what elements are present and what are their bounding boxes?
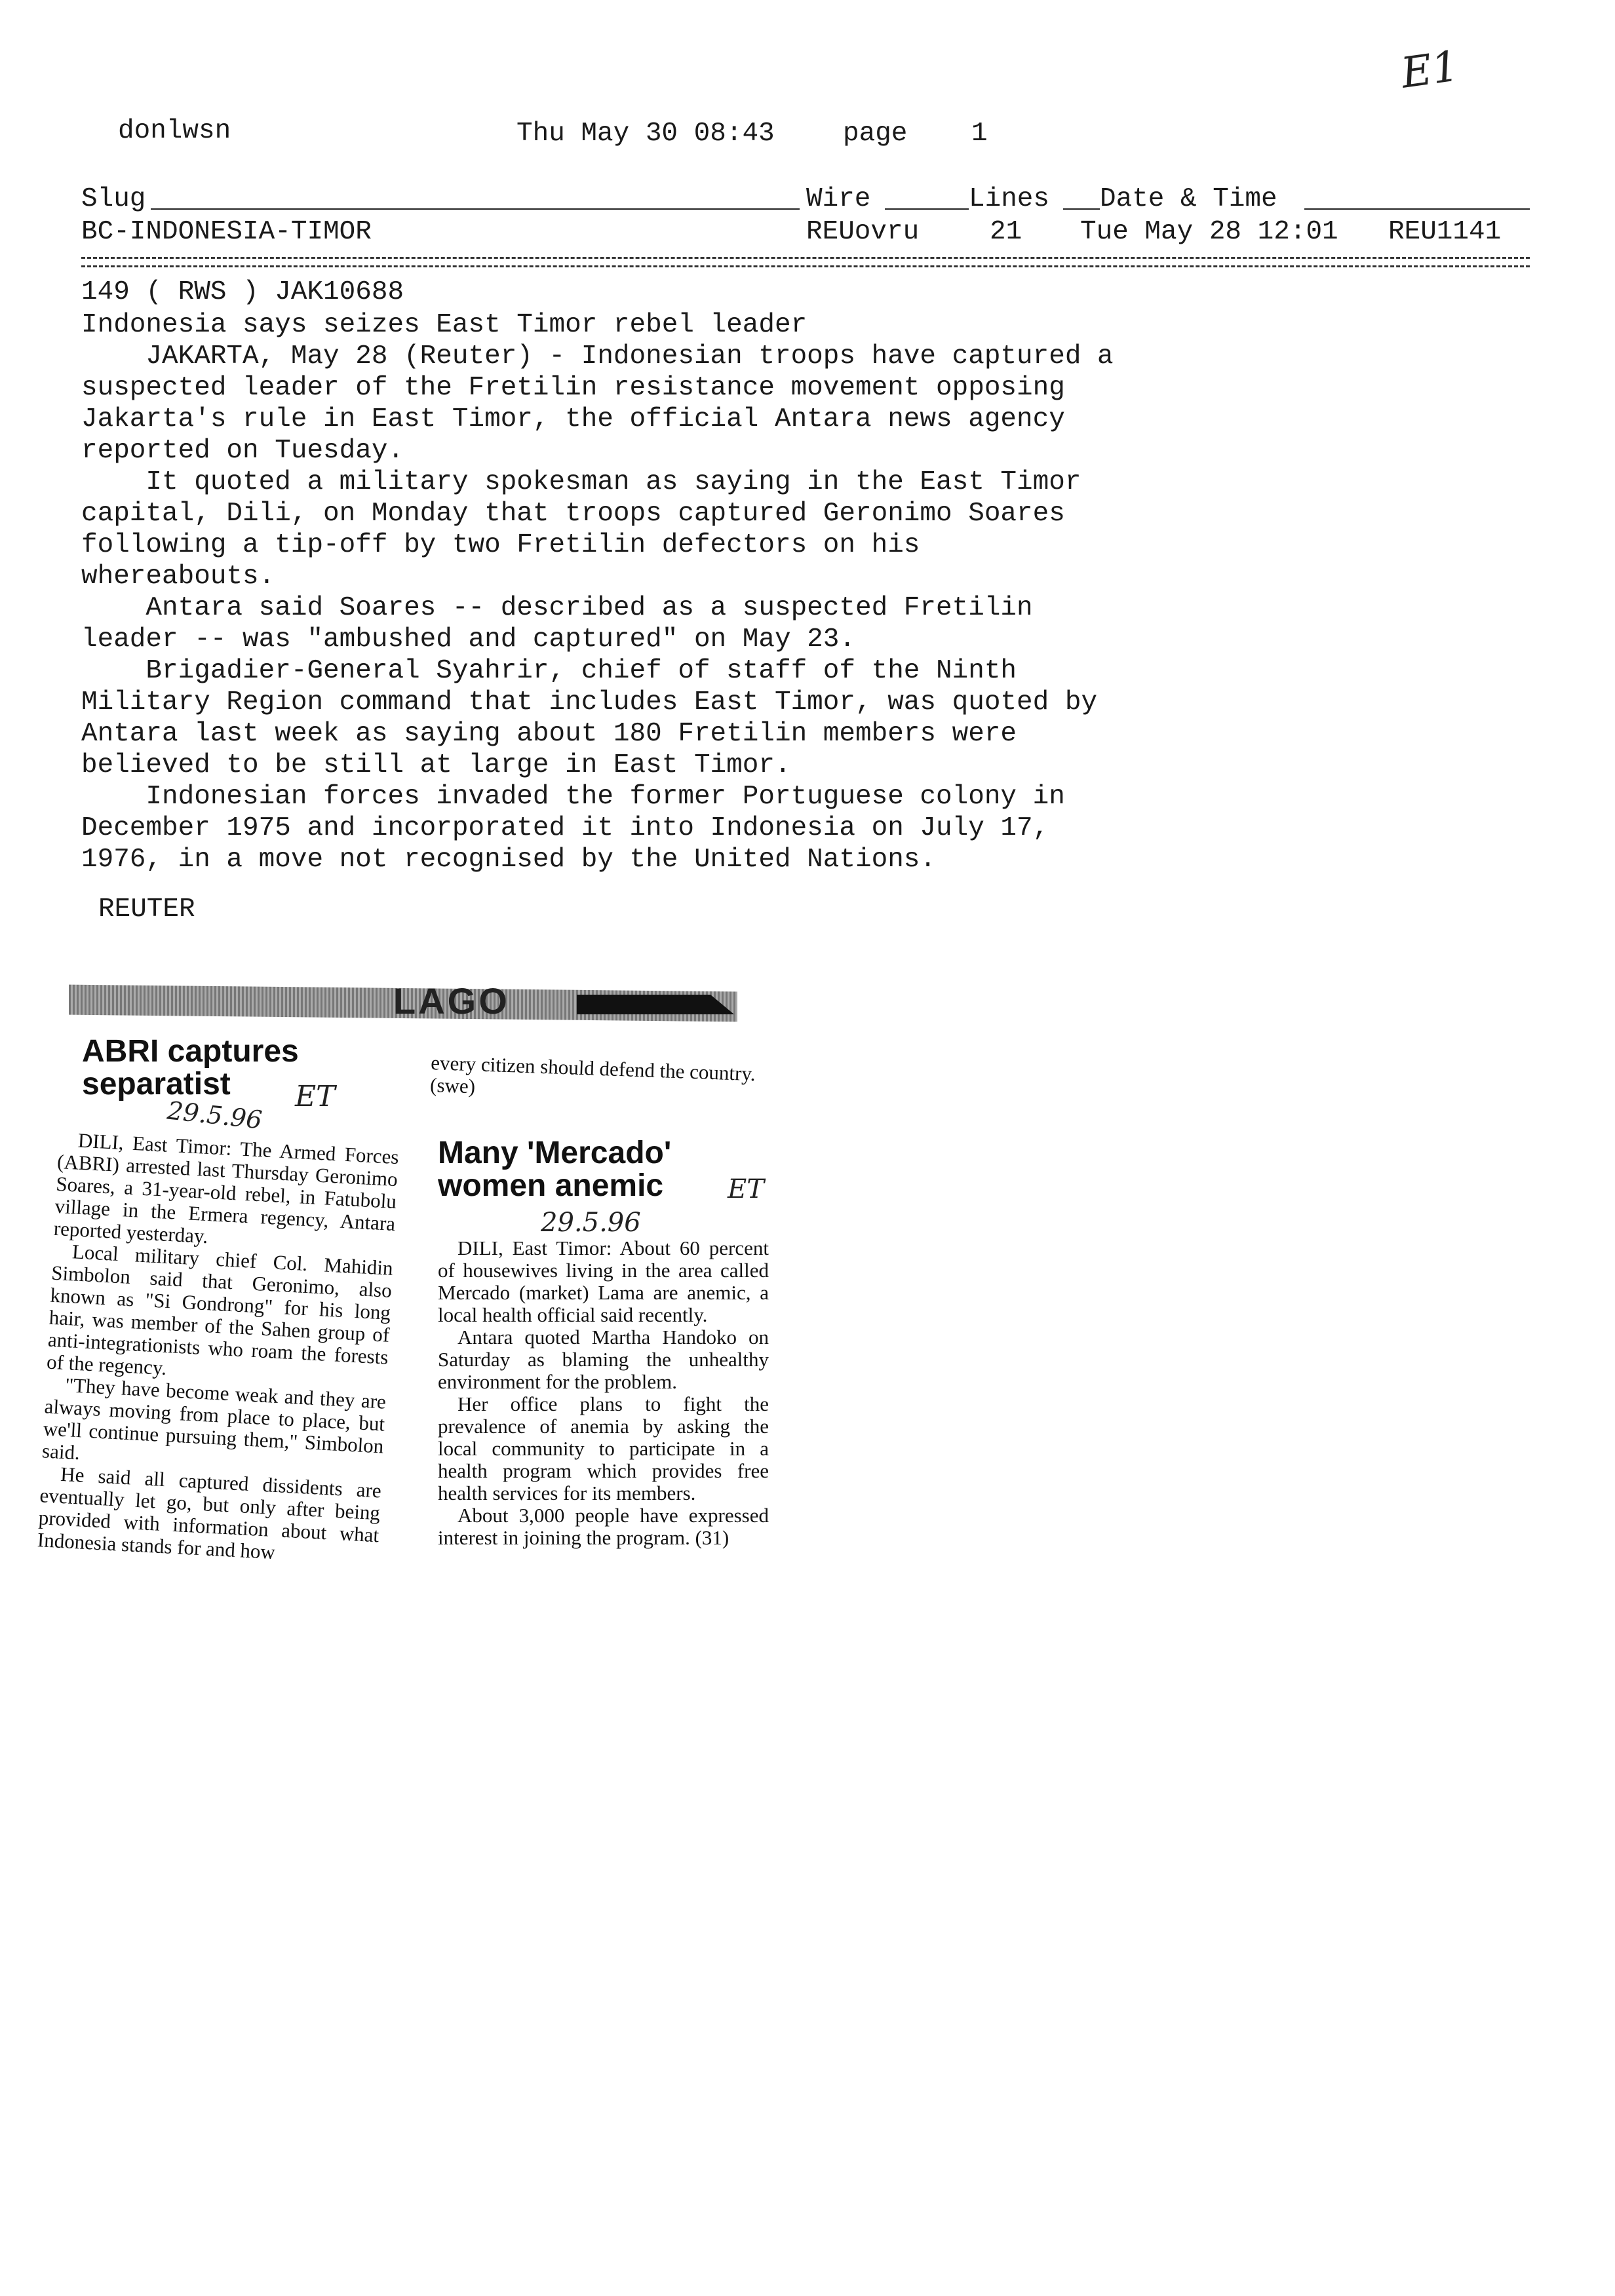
slug-value: BC-INDONESIA-TIMOR xyxy=(81,217,372,247)
page-number: 1 xyxy=(971,119,988,149)
story-line: believed to be still at large in East Timor. xyxy=(81,750,791,780)
separator-rule xyxy=(81,257,1530,267)
article-mercado-body xyxy=(438,1237,769,1549)
story-line: following a tip-off by two Fretilin defectors on his xyxy=(81,530,920,560)
article-mercado-para: Her office plans to fight the prevalence of anemia by asking the local community to participate in a health program which provides free health services for its members. xyxy=(438,1392,769,1504)
story-ref: REU1141 xyxy=(1388,217,1502,247)
datetime-underline xyxy=(1304,208,1530,210)
article-mercado-hand-tag: ET xyxy=(728,1174,764,1204)
article-abri-hand-tag: ET xyxy=(295,1080,336,1113)
article-mercado-para: DILI, East Timor: About 60 percent of housewives living in the area called Mercado (market) Lama are anemic, a local health official said recently. xyxy=(438,1236,769,1326)
article-abri-hand-date: 29.5.96 xyxy=(166,1096,263,1135)
article-mercado-hand-date: 29.5.96 xyxy=(541,1208,641,1238)
story-line: capital, Dili, on Monday that troops captured Geronimo Soares xyxy=(81,499,1065,529)
article-abri-continuation xyxy=(430,1052,766,1108)
story-line: December 1975 and incorporated it into Indonesia on July 17, xyxy=(81,813,1049,843)
wire-value: REUovru xyxy=(806,217,920,247)
slug-label: Slug xyxy=(81,184,146,214)
story-line: Antara last week as saying about 180 Fretilin members were xyxy=(81,719,1017,749)
article-mercado-headline-2: women anemic xyxy=(438,1168,664,1203)
wire-label: Wire xyxy=(806,184,871,214)
story-line: It quoted a military spokesman as saying in the East Timor xyxy=(81,467,1081,497)
story-line: Brigadier-General Syahrir, chief of staff of the Ninth xyxy=(81,656,1017,686)
article-mercado-headline-1: Many 'Mercado' xyxy=(438,1136,672,1170)
slug-underline xyxy=(151,208,800,210)
page-label: page xyxy=(843,119,908,149)
story-line: whereabouts. xyxy=(81,562,275,592)
article-abri xyxy=(82,1035,410,1101)
article-abri-para: Local military chief Col. Mahidin Simbolon said that Geronimo, also known as "Si Gondrong" for his long hair, was member of the Sahen group of anti-integrationists who roam the forests of the regency. xyxy=(46,1240,394,1380)
article-mercado-para: Antara quoted Martha Handoko on Saturday as blaming the unhealthy environment for the problem. xyxy=(438,1326,769,1393)
handwritten-corner-mark: E1 xyxy=(1398,42,1462,98)
story-line: reported on Tuesday. xyxy=(81,436,404,466)
lines-value: 21 xyxy=(990,217,1022,247)
story-line: Jakarta's rule in East Timor, the official Antara news agency xyxy=(81,404,1065,434)
story-line: Antara said Soares -- described as a suspected Fretilin xyxy=(81,593,1033,623)
story-date: Tue May 28 12:01 xyxy=(1080,217,1338,247)
story-line: 1976, in a move not recognised by the United Nations. xyxy=(81,845,937,875)
clipping-banner-tail xyxy=(577,995,734,1014)
article-abri-body xyxy=(37,1128,399,1569)
story-headline: Indonesia says seizes East Timor rebel leader xyxy=(81,310,808,340)
clipping-banner-text: LAGO xyxy=(393,980,510,1022)
article-abri-headline-1: ABRI captures xyxy=(82,1034,299,1069)
story-id-line: 149 ( RWS ) JAK10688 xyxy=(81,277,404,307)
story-line: leader -- was "ambushed and captured" on May 23. xyxy=(81,624,855,655)
article-abri-continuation-text: every citizen should defend the country. (swe) xyxy=(429,1051,756,1098)
article-abri-para: DILI, East Timor: The Armed Forces (ABRI) arrested last Thursday Geronimo Soares, a 31-year-old rebel, in Fatubolu village in the Ermera regency, Antara reported yesterday. xyxy=(53,1128,400,1248)
article-abri-para: "They have become weak and they are always moving from place to place, but we'll continue pursuing them," Simbolon said. xyxy=(41,1373,387,1464)
story-signoff: REUTER xyxy=(98,894,195,925)
operator-id: donlwsn xyxy=(118,116,231,146)
print-datetime: Thu May 30 08:43 xyxy=(516,119,775,149)
article-mercado-para: About 3,000 people have expressed interest in joining the program. (31) xyxy=(438,1504,769,1549)
article-abri-headline-2: separatist xyxy=(82,1067,231,1101)
story-line: Indonesian forces invaded the former Portuguese colony in xyxy=(81,782,1065,812)
story-line: JAKARTA, May 28 (Reuter) - Indonesian troops have captured a xyxy=(81,341,1114,372)
story-line: Military Region command that includes East Timor, was quoted by xyxy=(81,687,1098,718)
lines-underline xyxy=(1063,208,1100,210)
lines-label: Lines xyxy=(969,184,1050,214)
article-abri-para: He said all captured dissidents are eventually let go, but only after being provided with information about what Indonesia stands for and how xyxy=(37,1462,382,1564)
datetime-label: Date & Time xyxy=(1100,184,1277,214)
story-line: suspected leader of the Fretilin resistance movement opposing xyxy=(81,373,1065,403)
wire-underline xyxy=(885,208,969,210)
